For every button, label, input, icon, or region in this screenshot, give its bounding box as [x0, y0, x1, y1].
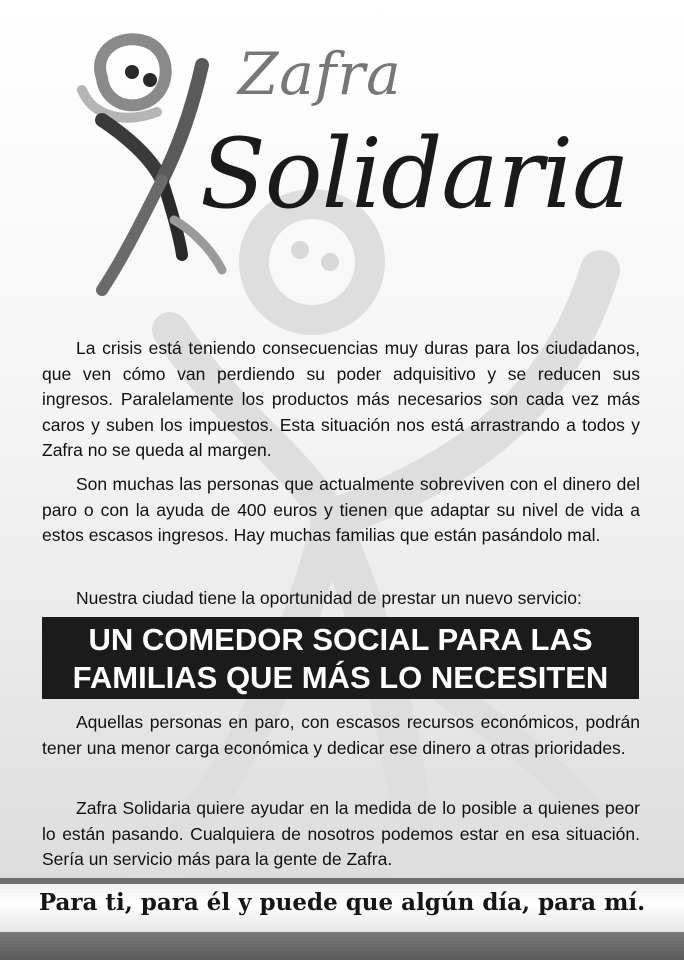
paragraph-aquellas: Aquellas personas en paro, con escasos recursos económicos, podrán tener una menor carga económica y dedicar ese dinero a otras prioridades.: [42, 712, 640, 758]
footer-bottom-bar: [0, 932, 684, 960]
headline-banner: [42, 617, 639, 699]
headline-line-2: FAMILIAS QUE MÁS LO NECESITEN: [72, 660, 609, 695]
paragraph-personas: Son muchas las personas que actualmente sobreviven con el dinero del paro o con la ayuda de 400 euros y tienen que adaptar su nivel de vida a estos escasos ingresos. Hay muchas familias que están pasándolo mal.: [42, 474, 640, 545]
logo-title-solidaria: Solidaria: [200, 118, 629, 230]
paragraph-servicio: Nuestra ciudad tiene la oportunidad de prestar un nuevo servicio:: [76, 588, 582, 608]
headline-line-1: UN COMEDOR SOCIAL PARA LAS: [88, 622, 593, 657]
paragraph-zafra-solidaria: Zafra Solidaria quiere ayudar en la medida de lo posible a quienes peor lo están pasando. Cualquiera de nosotros podemos estar en esa situación. Sería un servicio más para la gente de Zafra.: [42, 798, 640, 869]
logo-title-zafra: Zafra: [238, 40, 402, 108]
footer-slogan: Para ti, para él y puede que algún día, para mí.: [38, 889, 646, 916]
paragraph-crisis: La crisis está teniendo consecuencias muy duras para los ciudadanos, que ven cómo van perdiendo su poder adquisitivo y se reducen sus ingresos. Paralelamente los productos más necesarios son cada vez más caros y suben los impuestos. Esta situación nos está arrastrando a todos y Zafra no se queda al margen.: [42, 338, 640, 460]
